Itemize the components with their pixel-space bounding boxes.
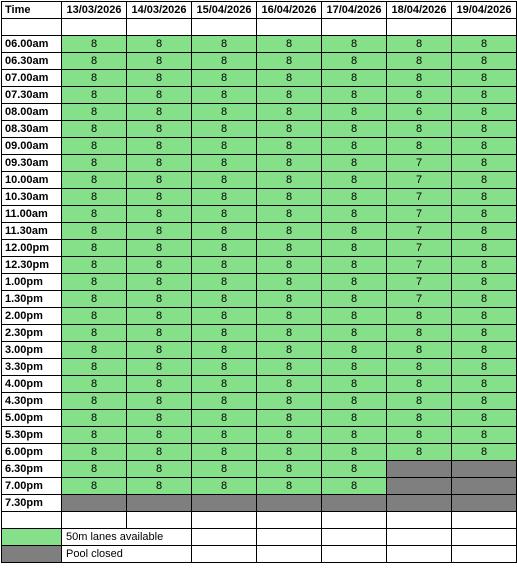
- pool-closed-cell[interactable]: [127, 495, 192, 512]
- lanes-available-cell[interactable]: 8: [322, 274, 387, 291]
- time-slot-row: [2, 36, 517, 53]
- lanes-available-cell[interactable]: 8: [127, 393, 192, 410]
- lanes-available-cell[interactable]: 8: [322, 393, 387, 410]
- lanes-available-cell[interactable]: 8: [192, 410, 257, 427]
- time-slot-row: [2, 121, 517, 138]
- empty-cell[interactable]: [2, 512, 62, 529]
- time-slot-row: [2, 410, 517, 427]
- lanes-available-cell[interactable]: 8: [452, 172, 517, 189]
- lanes-available-cell[interactable]: 8: [192, 121, 257, 138]
- lanes-available-cell[interactable]: 8: [62, 478, 127, 495]
- spacer-row: [2, 512, 517, 529]
- legend-closed-swatch: [2, 546, 62, 563]
- lanes-available-cell[interactable]: 8: [62, 444, 127, 461]
- lanes-available-cell[interactable]: 8: [387, 121, 452, 138]
- lanes-available-cell[interactable]: 8: [257, 393, 322, 410]
- lanes-available-cell[interactable]: 8: [452, 427, 517, 444]
- time-slot-label[interactable]: 5.00pm: [2, 410, 62, 427]
- lanes-available-cell[interactable]: 8: [452, 104, 517, 121]
- time-slot-row: [2, 478, 517, 495]
- empty-cell[interactable]: [452, 529, 517, 546]
- pool-closed-cell[interactable]: [387, 478, 452, 495]
- lanes-available-cell[interactable]: 8: [452, 121, 517, 138]
- lanes-available-cell[interactable]: 8: [452, 291, 517, 308]
- lanes-available-cell[interactable]: 8: [192, 155, 257, 172]
- lanes-available-cell[interactable]: 7: [387, 206, 452, 223]
- time-slot-label[interactable]: 2.30pm: [2, 325, 62, 342]
- empty-cell[interactable]: [192, 19, 257, 36]
- lanes-available-cell[interactable]: 8: [387, 410, 452, 427]
- lanes-available-cell[interactable]: 8: [257, 36, 322, 53]
- lanes-available-cell[interactable]: 7: [387, 274, 452, 291]
- time-slot-label[interactable]: 4.30pm: [2, 393, 62, 410]
- time-slot-row: [2, 53, 517, 70]
- pool-closed-cell[interactable]: [452, 495, 517, 512]
- lanes-available-cell[interactable]: 7: [387, 257, 452, 274]
- empty-cell[interactable]: [257, 529, 322, 546]
- lanes-available-cell[interactable]: 8: [127, 291, 192, 308]
- lanes-available-cell[interactable]: 8: [192, 274, 257, 291]
- lanes-available-cell[interactable]: 8: [452, 376, 517, 393]
- lanes-available-cell[interactable]: 8: [452, 70, 517, 87]
- header-row: [2, 2, 517, 19]
- lanes-available-cell[interactable]: 8: [322, 87, 387, 104]
- lanes-available-cell[interactable]: 8: [192, 342, 257, 359]
- time-slot-label[interactable]: 12.30pm: [2, 257, 62, 274]
- lanes-available-cell[interactable]: 8: [127, 87, 192, 104]
- lanes-available-cell[interactable]: 8: [322, 308, 387, 325]
- empty-cell[interactable]: [387, 512, 452, 529]
- lanes-available-cell[interactable]: 7: [387, 223, 452, 240]
- time-slot-label[interactable]: 6.30pm: [2, 461, 62, 478]
- lanes-available-cell[interactable]: 8: [257, 70, 322, 87]
- lanes-available-cell[interactable]: 8: [322, 342, 387, 359]
- time-slot-label[interactable]: 06.00am: [2, 36, 62, 53]
- lanes-available-cell[interactable]: 7: [387, 155, 452, 172]
- lanes-available-cell[interactable]: 8: [62, 70, 127, 87]
- date-column-header[interactable]: 16/04/2026: [257, 2, 322, 19]
- lanes-available-cell[interactable]: 8: [257, 478, 322, 495]
- time-slot-label[interactable]: 08.30am: [2, 121, 62, 138]
- lanes-available-cell[interactable]: 8: [452, 87, 517, 104]
- lanes-available-cell[interactable]: 8: [322, 410, 387, 427]
- time-slot-label[interactable]: 12.00pm: [2, 240, 62, 257]
- lanes-available-cell[interactable]: 8: [387, 444, 452, 461]
- lanes-available-cell[interactable]: 8: [452, 138, 517, 155]
- time-slot-label[interactable]: 2.00pm: [2, 308, 62, 325]
- empty-cell[interactable]: [452, 19, 517, 36]
- lanes-available-cell[interactable]: 8: [127, 461, 192, 478]
- lanes-available-cell[interactable]: 8: [192, 461, 257, 478]
- lanes-available-cell[interactable]: 8: [257, 138, 322, 155]
- lanes-available-cell[interactable]: 8: [452, 325, 517, 342]
- lanes-available-cell[interactable]: 8: [257, 206, 322, 223]
- lanes-available-cell[interactable]: 8: [62, 325, 127, 342]
- pool-closed-cell[interactable]: [452, 478, 517, 495]
- lanes-available-cell[interactable]: 8: [62, 189, 127, 206]
- time-slot-row: [2, 359, 517, 376]
- legend-row: [2, 546, 517, 563]
- empty-cell[interactable]: [257, 512, 322, 529]
- empty-cell[interactable]: [452, 512, 517, 529]
- time-slot-label[interactable]: 07.30am: [2, 87, 62, 104]
- lanes-available-cell[interactable]: 8: [452, 342, 517, 359]
- lanes-available-cell[interactable]: 8: [192, 393, 257, 410]
- time-slot-label[interactable]: 11.30am: [2, 223, 62, 240]
- empty-cell[interactable]: [257, 19, 322, 36]
- lanes-available-cell[interactable]: 8: [62, 393, 127, 410]
- lanes-available-cell[interactable]: 8: [257, 376, 322, 393]
- empty-cell[interactable]: [322, 546, 387, 563]
- empty-cell[interactable]: [2, 19, 62, 36]
- time-slot-row: [2, 104, 517, 121]
- time-slot-row: [2, 376, 517, 393]
- date-column-header[interactable]: 15/04/2026: [192, 2, 257, 19]
- lanes-available-cell[interactable]: 8: [62, 359, 127, 376]
- lanes-available-cell[interactable]: 8: [62, 36, 127, 53]
- time-slot-label[interactable]: 10.30am: [2, 189, 62, 206]
- lanes-available-cell[interactable]: 8: [192, 104, 257, 121]
- lanes-available-cell[interactable]: 7: [387, 291, 452, 308]
- time-slot-row: [2, 172, 517, 189]
- time-slot-row: [2, 206, 517, 223]
- lanes-available-cell[interactable]: 8: [452, 274, 517, 291]
- time-slot-label[interactable]: 7.30pm: [2, 495, 62, 512]
- lanes-available-cell[interactable]: 8: [257, 121, 322, 138]
- pool-closed-cell[interactable]: [257, 495, 322, 512]
- lanes-available-cell[interactable]: 8: [257, 53, 322, 70]
- lanes-available-cell[interactable]: 8: [257, 155, 322, 172]
- lanes-available-cell[interactable]: 8: [192, 291, 257, 308]
- lanes-available-cell[interactable]: 8: [452, 257, 517, 274]
- lanes-available-cell[interactable]: 8: [452, 240, 517, 257]
- date-column-header[interactable]: 17/04/2026: [322, 2, 387, 19]
- lanes-available-cell[interactable]: 8: [192, 189, 257, 206]
- lanes-available-cell[interactable]: 8: [62, 308, 127, 325]
- lanes-available-cell[interactable]: 8: [192, 138, 257, 155]
- time-slot-label[interactable]: 10.00am: [2, 172, 62, 189]
- lanes-available-cell[interactable]: 8: [257, 257, 322, 274]
- lanes-available-cell[interactable]: 8: [62, 274, 127, 291]
- empty-cell[interactable]: [322, 19, 387, 36]
- date-column-header[interactable]: 18/04/2026: [387, 2, 452, 19]
- lanes-available-cell[interactable]: 8: [192, 478, 257, 495]
- time-slot-row: [2, 240, 517, 257]
- lanes-available-cell[interactable]: 8: [257, 342, 322, 359]
- lanes-available-cell[interactable]: 8: [322, 325, 387, 342]
- lanes-available-cell[interactable]: 8: [127, 155, 192, 172]
- date-column-header[interactable]: 19/04/2026: [452, 2, 517, 19]
- lanes-available-cell[interactable]: 8: [192, 87, 257, 104]
- lanes-available-cell[interactable]: 8: [192, 240, 257, 257]
- time-slot-row: [2, 444, 517, 461]
- lanes-available-cell[interactable]: 8: [192, 172, 257, 189]
- lanes-available-cell[interactable]: 8: [452, 189, 517, 206]
- lanes-available-cell[interactable]: 8: [62, 291, 127, 308]
- time-slot-label[interactable]: 1.00pm: [2, 274, 62, 291]
- lanes-available-cell[interactable]: 8: [127, 104, 192, 121]
- lanes-available-cell[interactable]: 8: [192, 53, 257, 70]
- lanes-available-cell[interactable]: 8: [387, 393, 452, 410]
- lanes-available-cell[interactable]: 8: [387, 138, 452, 155]
- time-slot-label[interactable]: 11.00am: [2, 206, 62, 223]
- lanes-available-cell[interactable]: 8: [322, 376, 387, 393]
- lanes-available-cell[interactable]: 8: [127, 410, 192, 427]
- lanes-available-cell[interactable]: 8: [127, 325, 192, 342]
- lanes-available-cell[interactable]: 8: [322, 104, 387, 121]
- lanes-available-cell[interactable]: 8: [322, 121, 387, 138]
- time-slot-label[interactable]: 5.30pm: [2, 427, 62, 444]
- lanes-available-cell[interactable]: 8: [62, 104, 127, 121]
- lanes-available-cell[interactable]: 8: [322, 359, 387, 376]
- spacer-row: [2, 19, 517, 36]
- lanes-available-cell[interactable]: 8: [127, 189, 192, 206]
- lanes-available-cell[interactable]: 8: [257, 461, 322, 478]
- lanes-available-cell[interactable]: 8: [127, 342, 192, 359]
- pool-closed-cell[interactable]: [387, 461, 452, 478]
- time-slot-label[interactable]: 07.00am: [2, 70, 62, 87]
- lanes-available-cell[interactable]: 8: [257, 410, 322, 427]
- lanes-available-cell[interactable]: 8: [452, 359, 517, 376]
- lanes-available-cell[interactable]: 8: [127, 53, 192, 70]
- lanes-available-cell[interactable]: 8: [257, 291, 322, 308]
- lanes-available-cell[interactable]: 8: [322, 444, 387, 461]
- lanes-available-cell[interactable]: 8: [192, 444, 257, 461]
- lanes-available-cell[interactable]: 8: [387, 70, 452, 87]
- lane-availability-table: [1, 1, 517, 563]
- lanes-available-cell[interactable]: 8: [62, 427, 127, 444]
- lanes-available-cell[interactable]: 8: [387, 342, 452, 359]
- time-slot-label[interactable]: 7.00pm: [2, 478, 62, 495]
- time-slot-row: [2, 308, 517, 325]
- time-slot-label[interactable]: 6.00pm: [2, 444, 62, 461]
- lanes-available-cell[interactable]: 8: [192, 70, 257, 87]
- time-slot-label[interactable]: 09.30am: [2, 155, 62, 172]
- empty-cell[interactable]: [387, 546, 452, 563]
- lanes-available-cell[interactable]: 8: [257, 427, 322, 444]
- empty-cell[interactable]: [387, 529, 452, 546]
- time-slot-label[interactable]: 4.00pm: [2, 376, 62, 393]
- lanes-available-cell[interactable]: 8: [322, 138, 387, 155]
- lanes-available-cell[interactable]: 8: [127, 121, 192, 138]
- pool-closed-cell[interactable]: [62, 495, 127, 512]
- time-slot-row: [2, 257, 517, 274]
- time-slot-row: [2, 342, 517, 359]
- lanes-available-cell[interactable]: 8: [62, 410, 127, 427]
- lanes-available-cell[interactable]: 8: [127, 70, 192, 87]
- lanes-available-cell[interactable]: 7: [387, 240, 452, 257]
- lanes-available-cell[interactable]: 8: [322, 36, 387, 53]
- lanes-available-cell[interactable]: 7: [387, 189, 452, 206]
- empty-cell[interactable]: [62, 19, 127, 36]
- lanes-available-cell[interactable]: 8: [452, 36, 517, 53]
- lanes-available-cell[interactable]: 8: [387, 53, 452, 70]
- lanes-available-cell[interactable]: 8: [127, 240, 192, 257]
- lanes-available-cell[interactable]: 8: [387, 427, 452, 444]
- lanes-available-cell[interactable]: 8: [452, 308, 517, 325]
- lanes-available-cell[interactable]: 8: [387, 87, 452, 104]
- empty-cell[interactable]: [322, 529, 387, 546]
- date-column-header[interactable]: 13/03/2026: [62, 2, 127, 19]
- lanes-available-cell[interactable]: 8: [322, 257, 387, 274]
- lanes-available-cell[interactable]: 8: [257, 87, 322, 104]
- lanes-available-cell[interactable]: 8: [387, 359, 452, 376]
- empty-cell[interactable]: [192, 512, 257, 529]
- lanes-available-cell[interactable]: 8: [257, 172, 322, 189]
- lanes-available-cell[interactable]: 8: [257, 308, 322, 325]
- lanes-available-cell[interactable]: 8: [127, 206, 192, 223]
- empty-cell[interactable]: [127, 19, 192, 36]
- legend-row: [2, 529, 517, 546]
- lanes-available-cell[interactable]: 8: [62, 87, 127, 104]
- pool-closed-cell[interactable]: [452, 461, 517, 478]
- lanes-available-cell[interactable]: 8: [62, 257, 127, 274]
- pool-closed-cell[interactable]: [192, 495, 257, 512]
- lanes-available-cell[interactable]: 8: [62, 240, 127, 257]
- time-slot-row: [2, 87, 517, 104]
- lanes-available-cell[interactable]: 8: [62, 206, 127, 223]
- lanes-available-cell[interactable]: 8: [127, 376, 192, 393]
- lanes-available-cell[interactable]: 7: [387, 172, 452, 189]
- lanes-available-cell[interactable]: 8: [322, 155, 387, 172]
- time-slot-row: [2, 189, 517, 206]
- time-slot-row: [2, 70, 517, 87]
- lanes-available-cell[interactable]: 8: [322, 291, 387, 308]
- empty-cell[interactable]: [192, 529, 257, 546]
- lanes-available-cell[interactable]: 8: [452, 206, 517, 223]
- time-slot-row: [2, 461, 517, 478]
- lanes-available-cell[interactable]: 8: [192, 427, 257, 444]
- lanes-available-cell[interactable]: 8: [62, 342, 127, 359]
- lanes-available-cell[interactable]: 8: [62, 155, 127, 172]
- lanes-available-cell[interactable]: 8: [127, 359, 192, 376]
- lanes-available-cell[interactable]: 8: [192, 308, 257, 325]
- legend-available-swatch: [2, 529, 62, 546]
- lanes-available-cell[interactable]: 8: [257, 223, 322, 240]
- lanes-available-cell[interactable]: 8: [127, 223, 192, 240]
- lanes-available-cell[interactable]: 8: [322, 70, 387, 87]
- pool-closed-cell[interactable]: [322, 495, 387, 512]
- lanes-available-cell[interactable]: 8: [127, 257, 192, 274]
- lanes-available-cell[interactable]: 8: [322, 427, 387, 444]
- lanes-available-cell[interactable]: 8: [192, 36, 257, 53]
- lanes-available-cell[interactable]: 8: [452, 410, 517, 427]
- lanes-available-cell[interactable]: 8: [322, 240, 387, 257]
- lanes-available-cell[interactable]: 8: [257, 104, 322, 121]
- lanes-available-cell[interactable]: 8: [192, 223, 257, 240]
- lanes-available-cell[interactable]: 8: [127, 138, 192, 155]
- pool-closed-cell[interactable]: [387, 495, 452, 512]
- lanes-available-cell[interactable]: 8: [452, 444, 517, 461]
- lanes-available-cell[interactable]: 8: [192, 206, 257, 223]
- lanes-available-cell[interactable]: 8: [127, 444, 192, 461]
- time-slot-row: [2, 427, 517, 444]
- lanes-available-cell[interactable]: 8: [127, 274, 192, 291]
- lanes-available-cell[interactable]: 8: [452, 155, 517, 172]
- time-slot-row: [2, 155, 517, 172]
- lanes-available-cell[interactable]: 8: [62, 121, 127, 138]
- time-slot-row: [2, 138, 517, 155]
- lanes-available-cell[interactable]: 8: [257, 325, 322, 342]
- time-slot-row: [2, 223, 517, 240]
- lanes-available-cell[interactable]: 8: [322, 461, 387, 478]
- time-slot-label[interactable]: 3.00pm: [2, 342, 62, 359]
- empty-cell[interactable]: [387, 19, 452, 36]
- time-slot-label[interactable]: 1.30pm: [2, 291, 62, 308]
- lanes-available-cell[interactable]: 8: [62, 376, 127, 393]
- time-slot-row: [2, 274, 517, 291]
- lanes-available-cell[interactable]: 8: [62, 138, 127, 155]
- lanes-available-cell[interactable]: 8: [257, 240, 322, 257]
- lanes-available-cell[interactable]: 8: [192, 325, 257, 342]
- lanes-available-cell[interactable]: 8: [387, 308, 452, 325]
- empty-cell[interactable]: [192, 546, 257, 563]
- table-body: [2, 2, 517, 563]
- legend-label: Pool closed: [62, 546, 192, 563]
- lanes-available-cell[interactable]: 8: [127, 308, 192, 325]
- lanes-available-cell[interactable]: 8: [62, 172, 127, 189]
- lanes-available-cell[interactable]: 8: [62, 223, 127, 240]
- time-slot-label[interactable]: 09.00am: [2, 138, 62, 155]
- lanes-available-cell[interactable]: 8: [452, 53, 517, 70]
- time-slot-label[interactable]: 3.30pm: [2, 359, 62, 376]
- lanes-available-cell[interactable]: 8: [322, 172, 387, 189]
- empty-cell[interactable]: [452, 546, 517, 563]
- lanes-available-cell[interactable]: 8: [387, 325, 452, 342]
- empty-cell[interactable]: [127, 512, 192, 529]
- lanes-available-cell[interactable]: 8: [257, 359, 322, 376]
- lanes-available-cell[interactable]: 8: [192, 376, 257, 393]
- lanes-available-cell[interactable]: 8: [322, 189, 387, 206]
- time-slot-label[interactable]: 08.00am: [2, 104, 62, 121]
- lanes-available-cell[interactable]: 8: [127, 427, 192, 444]
- empty-cell[interactable]: [257, 546, 322, 563]
- lanes-available-cell[interactable]: 8: [452, 223, 517, 240]
- lanes-available-cell[interactable]: 8: [322, 478, 387, 495]
- lanes-available-cell[interactable]: 8: [322, 223, 387, 240]
- lanes-available-cell[interactable]: 8: [322, 53, 387, 70]
- lanes-available-cell[interactable]: 8: [62, 53, 127, 70]
- lanes-available-cell[interactable]: 8: [257, 444, 322, 461]
- empty-cell[interactable]: [322, 512, 387, 529]
- lanes-available-cell[interactable]: 8: [257, 274, 322, 291]
- legend-label: 50m lanes available: [62, 529, 192, 546]
- lanes-available-cell[interactable]: 8: [127, 172, 192, 189]
- lanes-available-cell[interactable]: 8: [257, 189, 322, 206]
- lanes-available-cell[interactable]: 8: [192, 257, 257, 274]
- lanes-available-cell[interactable]: 8: [127, 36, 192, 53]
- time-column-header[interactable]: Time: [2, 2, 62, 19]
- lanes-available-cell[interactable]: 8: [192, 359, 257, 376]
- lanes-available-cell[interactable]: 8: [322, 206, 387, 223]
- lanes-available-cell[interactable]: 8: [127, 478, 192, 495]
- lanes-available-cell[interactable]: 8: [387, 36, 452, 53]
- empty-cell[interactable]: [62, 512, 127, 529]
- lanes-available-cell[interactable]: 8: [387, 376, 452, 393]
- time-slot-row: [2, 291, 517, 308]
- lanes-available-cell[interactable]: 8: [62, 461, 127, 478]
- time-slot-row: [2, 393, 517, 410]
- lanes-available-cell[interactable]: 8: [452, 393, 517, 410]
- lanes-available-cell[interactable]: 6: [387, 104, 452, 121]
- date-column-header[interactable]: 14/03/2026: [127, 2, 192, 19]
- time-slot-row: [2, 325, 517, 342]
- time-slot-label[interactable]: 06.30am: [2, 53, 62, 70]
- time-slot-row: [2, 495, 517, 512]
